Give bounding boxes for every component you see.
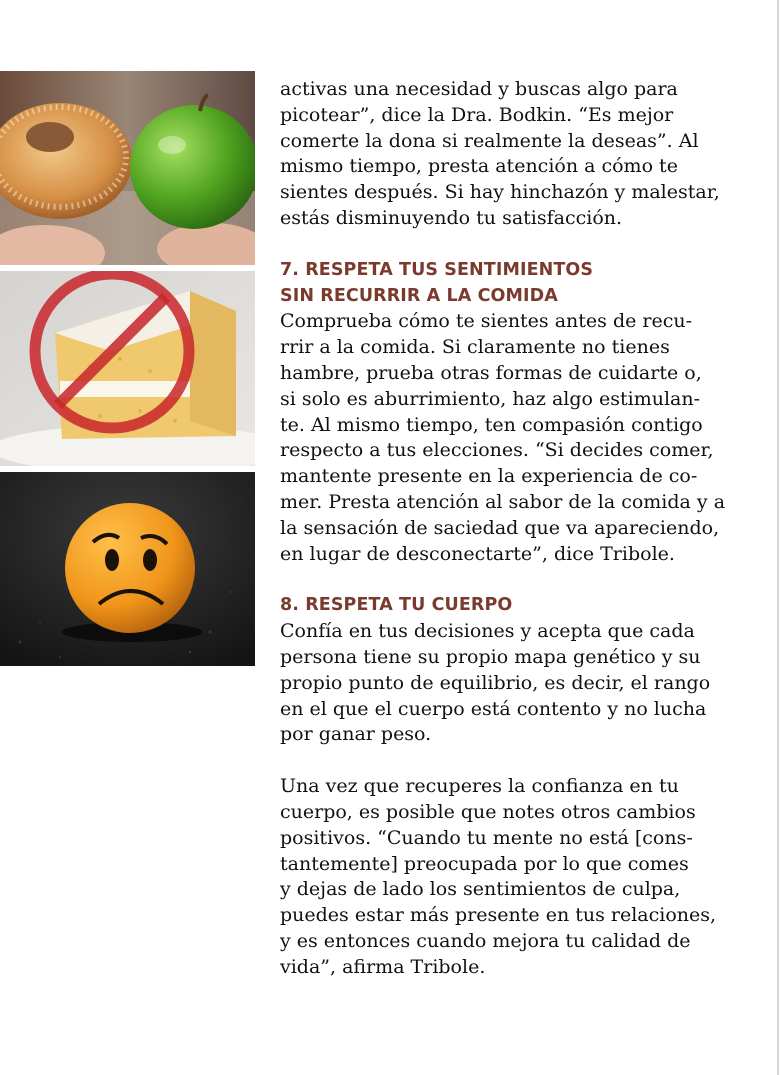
text-line: sientes después. Si hay hinchazón y malestar, xyxy=(280,181,720,204)
text-line: comerte la dona si realmente la deseas”. Al xyxy=(280,129,699,152)
text-line: Confía en tus decisiones y acepta que cada xyxy=(280,620,695,643)
text-line: propio punto de equilibrio, es decir, el rango xyxy=(280,671,711,694)
text-line: activas una necesidad y buscas algo para xyxy=(280,78,678,100)
heading-line: SIN RECURRIR A LA COMIDA xyxy=(280,285,558,306)
heading-line: 8. RESPETA TU CUERPO xyxy=(280,595,513,616)
text-line: si solo es aburrimiento, haz algo estimulan- xyxy=(280,387,701,410)
text-line: persona tiene su propio mapa genético y su xyxy=(280,645,701,668)
text-line: puedes estar más presente en tus relaciones, xyxy=(280,904,717,927)
text-line: la sensación de saciedad que va apareciendo, xyxy=(280,516,720,539)
text-line: Una vez que recuperes la confianza en tu xyxy=(280,775,679,798)
continuation-paragraph xyxy=(280,77,725,232)
text-line: mantente presente en la experiencia de co- xyxy=(280,465,698,488)
text-line: picotear”, dice la Dra. Bodkin. “Es mejor xyxy=(280,103,674,126)
text-line: hambre, prueba otras formas de cuidarte o, xyxy=(280,361,702,384)
page-edge-rule xyxy=(777,0,779,1075)
section-8-heading xyxy=(280,593,725,619)
text-line: en lugar de desconectarte”, dice Tribole. xyxy=(280,542,675,565)
section-7-paragraph xyxy=(280,309,725,567)
cake-forbidden-photo xyxy=(0,271,255,466)
text-line: te. Al mismo tiempo, ten compasión contigo xyxy=(280,413,703,436)
article-column xyxy=(280,77,725,981)
donut-apple-photo xyxy=(0,71,255,265)
closing-paragraph xyxy=(280,774,725,980)
text-line: Comprueba cómo te sientes antes de recu- xyxy=(280,310,693,333)
text-line: mer. Presta atención al sabor de la comida y a xyxy=(280,490,726,513)
section-7-heading xyxy=(280,258,725,310)
text-line: vida”, afirma Tribole. xyxy=(280,955,486,978)
text-line: y dejas de lado los sentimientos de culpa, xyxy=(280,878,681,901)
text-line: respecto a tus elecciones. “Si decides comer, xyxy=(280,439,714,462)
text-line: cuerpo, es posible que notes otros cambios xyxy=(280,800,696,823)
sad-face-ball-photo xyxy=(0,472,255,666)
section-8-paragraph xyxy=(280,619,725,748)
text-line: tantemente] preocupada por lo que comes xyxy=(280,852,689,875)
text-line: positivos. “Cuando tu mente no está [cons- xyxy=(280,826,693,849)
heading-line: 7. RESPETA TUS SENTIMIENTOS xyxy=(280,259,594,280)
text-line: mismo tiempo, presta atención a cómo te xyxy=(280,155,678,178)
text-line: estás disminuyendo tu satisfacción. xyxy=(280,206,623,229)
text-line: por ganar peso. xyxy=(280,723,432,746)
text-line: en el que el cuerpo está contento y no lucha xyxy=(280,697,707,720)
text-line: rrir a la comida. Si claramente no tienes xyxy=(280,336,670,359)
text-line: y es entonces cuando mejora tu calidad de xyxy=(280,929,691,952)
